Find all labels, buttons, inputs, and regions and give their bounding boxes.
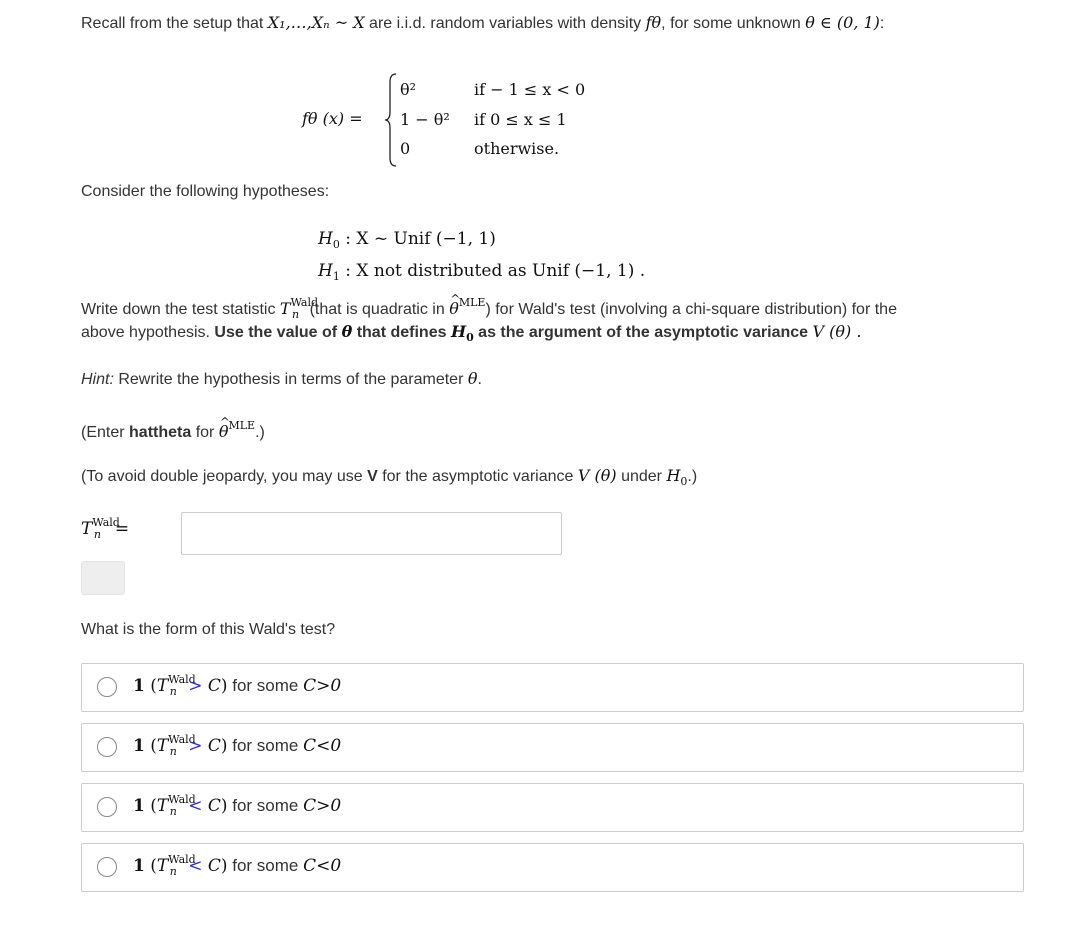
h0-inline: H	[450, 322, 467, 341]
case-condition-3: otherwise.	[474, 139, 560, 158]
theta-symbol: θ	[341, 322, 353, 341]
constant-c: C	[207, 676, 221, 696]
jeopardy-a: (To avoid double jeopardy, you may use	[81, 468, 368, 485]
choice-n-sub: n	[169, 745, 177, 758]
instruction-bold-b: that defines	[352, 324, 451, 341]
jeopardy-b: for the asymptotic variance	[377, 468, 578, 485]
choice-text: 1 $(T^{Wald}_n < C)$ for some C>0	[133, 793, 342, 818]
choice-t: T	[156, 856, 169, 876]
mle-superscript: MLE	[458, 296, 486, 309]
h0-text: : X ~ Unif (−1, 1)	[339, 229, 496, 249]
case-condition-1: if − 1 ≤ x < 0	[474, 80, 586, 99]
instruction-text-c: ) for Wald's test (involving a chi-square distribution) for the	[485, 301, 897, 318]
enter-note	[81, 420, 265, 444]
jeopardy-h0: H	[666, 466, 681, 485]
intro-middle: are i.i.d. random variables with density	[364, 15, 646, 32]
h1-text: : X not distributed as Unif (−1, 1) .	[339, 261, 646, 281]
radio-button[interactable]	[97, 677, 117, 697]
choice-option-4[interactable]	[81, 843, 1024, 892]
case-value-1: θ²	[400, 80, 417, 99]
hint	[81, 367, 482, 391]
comparison-operator: <	[188, 856, 203, 876]
intro-vars: X₁,…,Xₙ ~ X	[267, 13, 365, 32]
radio-button[interactable]	[97, 797, 117, 817]
case-value-3: 0	[400, 139, 411, 158]
choice-option-3[interactable]	[81, 783, 1024, 832]
density-formula	[302, 72, 622, 168]
v-theta: V (θ) .	[812, 322, 862, 341]
radio-button[interactable]	[97, 857, 117, 877]
h0-inline-sub: 0	[466, 331, 474, 344]
choice-option-1[interactable]	[81, 663, 1024, 712]
density-symbol: fθ	[645, 13, 662, 32]
constant-c: C	[207, 736, 221, 756]
constant-c: C	[207, 796, 221, 816]
choice-t: T	[156, 676, 169, 696]
preview-button[interactable]	[81, 561, 125, 595]
enter-note-keyword: hattheta	[129, 424, 192, 441]
hypotheses-intro: Consider the following hypotheses:	[81, 183, 330, 200]
choice-text: 1 $(T^{Wald}_n > C)$ for some C>0	[133, 673, 342, 698]
choice-t: T	[156, 796, 169, 816]
choice-tail: for some	[227, 676, 304, 695]
case-condition-2: if 0 ≤ x ≤ 1	[474, 110, 567, 129]
jeopardy-keyword: V	[367, 468, 378, 485]
choice-wald-sup: Wald	[168, 793, 196, 806]
intro-prefix: Recall from the setup that	[81, 15, 268, 32]
choice-condition: C<0	[303, 856, 342, 876]
hint-text: Rewrite the hypothesis in terms of the parameter	[113, 371, 468, 388]
jeopardy-h0-sub: 0	[680, 475, 688, 488]
comparison-operator: >	[188, 736, 203, 756]
intro-suffix: , for some unknown	[661, 15, 806, 32]
instruction-text-a: Write down the test statistic	[81, 301, 280, 318]
param-space: θ ∈ (0, 1)	[805, 13, 880, 32]
choice-condition: C>0	[303, 796, 342, 816]
instruction-line-2	[81, 320, 861, 344]
answer-wald-sup: Wald	[92, 516, 120, 529]
answer-input[interactable]	[181, 512, 562, 555]
case-value-2: 1 − θ²	[400, 110, 450, 129]
choice-option-2[interactable]	[81, 723, 1024, 772]
indicator-symbol: 1	[133, 676, 145, 696]
density-lhs: fθ (x) =	[302, 109, 363, 128]
choice-n-sub: n	[169, 685, 177, 698]
jeopardy-d: .)	[687, 468, 698, 485]
instruction-line-1	[81, 297, 897, 321]
jeopardy-note	[81, 464, 697, 488]
comparison-operator: >	[188, 676, 203, 696]
h0-symbol: H	[318, 229, 333, 249]
question-2: What is the form of this Wald's test?	[81, 621, 336, 638]
null-hypothesis	[318, 229, 496, 249]
choice-condition: C<0	[303, 736, 342, 756]
alternative-hypothesis	[318, 261, 645, 281]
enter-theta-hat: ^ θ	[219, 420, 229, 443]
instruction-text-b: (that is quadratic in	[305, 301, 450, 318]
jeopardy-c: under	[616, 468, 667, 485]
hint-label: Hint:	[81, 371, 114, 388]
left-brace-icon	[384, 72, 398, 168]
hint-theta: θ	[467, 369, 478, 388]
radio-button[interactable]	[97, 737, 117, 757]
answer-n-sub: n	[93, 528, 101, 541]
t-symbol: T	[279, 299, 291, 318]
hint-end: .	[477, 371, 482, 388]
indicator-symbol: 1	[133, 736, 145, 756]
jeopardy-v-theta: V (θ)	[577, 466, 617, 485]
choice-tail: for some	[227, 736, 304, 755]
intro-end: :	[879, 15, 885, 32]
instruction-bold-c: as the argument of the asymptotic variance	[473, 324, 813, 341]
theta-hat-symbol: ^ θ	[449, 297, 459, 320]
answer-t: T	[81, 519, 93, 539]
wald-superscript: Wald	[290, 296, 319, 309]
constant-c: C	[207, 856, 221, 876]
indicator-symbol: 1	[133, 796, 145, 816]
answer-label: $T^{Wald}_n$ =	[81, 516, 130, 541]
enter-note-c: .)	[255, 424, 265, 441]
comparison-operator: <	[188, 796, 203, 816]
choice-t: T	[156, 736, 169, 756]
indicator-symbol: 1	[133, 856, 145, 876]
n-subscript: n	[292, 308, 300, 321]
choice-wald-sup: Wald	[168, 673, 196, 686]
enter-note-a: (Enter	[81, 424, 130, 441]
h1-subscript: 1	[332, 270, 340, 283]
choice-condition: C>0	[303, 676, 342, 696]
instruction-bold-a: Use the value of	[214, 324, 342, 341]
intro-sentence	[81, 11, 884, 35]
h0-subscript: 0	[332, 238, 340, 251]
choice-tail: for some	[227, 856, 304, 875]
choice-n-sub: n	[169, 805, 177, 818]
choice-wald-sup: Wald	[168, 733, 196, 746]
choice-text: 1 $(T^{Wald}_n > C)$ for some C<0	[133, 733, 342, 758]
choice-n-sub: n	[169, 865, 177, 878]
choice-tail: for some	[227, 796, 304, 815]
choice-text: 1 $(T^{Wald}_n < C)$ for some C<0	[133, 853, 342, 878]
enter-mle-sup: MLE	[228, 419, 256, 432]
choice-wald-sup: Wald	[168, 853, 196, 866]
enter-note-b: for	[191, 424, 219, 441]
instruction-text-d: above hypothesis.	[81, 324, 215, 341]
h1-symbol: H	[318, 261, 333, 281]
